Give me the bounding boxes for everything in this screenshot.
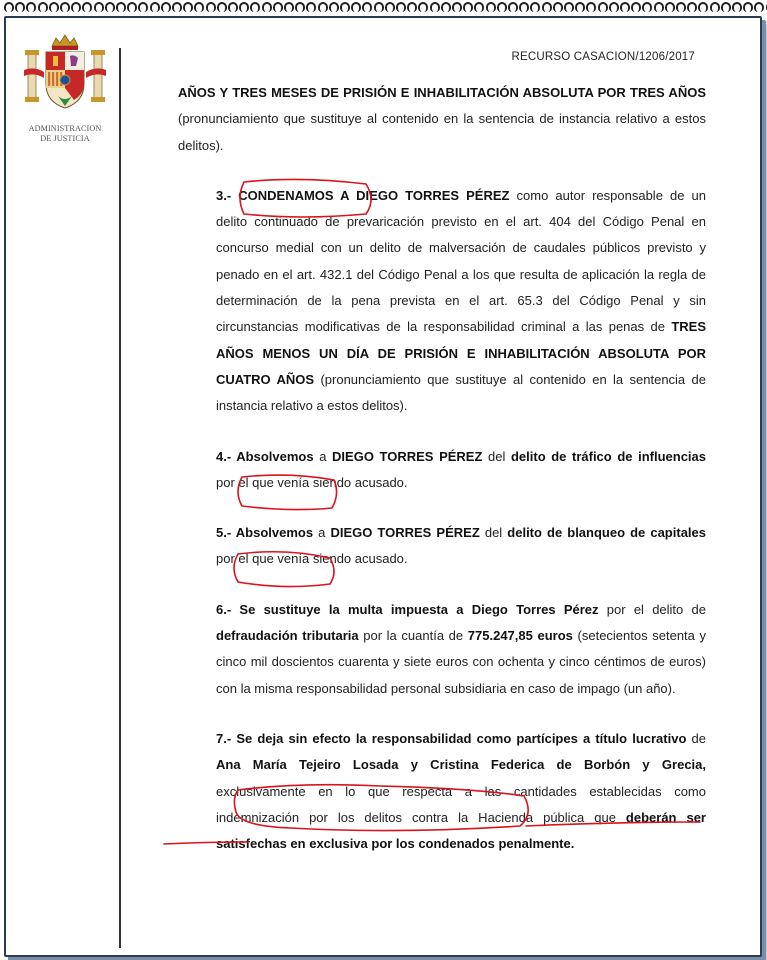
spiral-loop xyxy=(4,2,14,12)
spiral-loop xyxy=(754,2,764,12)
spiral-loop xyxy=(94,2,104,12)
spiral-loop xyxy=(721,2,731,12)
paragraph-5 xyxy=(178,520,706,573)
paragraph-7 xyxy=(178,726,706,857)
p6-lead: 6.- Se sustituye la multa impuesta a Diego Torres Pérez xyxy=(216,601,599,617)
spiral-loop xyxy=(553,2,563,12)
p5-verb: Absolvemos xyxy=(235,525,314,541)
margin-rule xyxy=(119,48,121,948)
spiral-loop xyxy=(598,2,608,12)
institution-label xyxy=(16,124,114,144)
spiral-loop xyxy=(26,2,36,12)
spiral-loop xyxy=(441,2,451,12)
p7-t1: exclusivamente en lo que respecta a las cantidades establecidas como indemnización por los delitos contra la Hacienda pública que xyxy=(216,783,706,825)
p4-a: a xyxy=(313,448,333,464)
spiral-loop xyxy=(306,2,316,12)
spiral-loop xyxy=(631,2,641,12)
spiral-loop xyxy=(82,2,92,12)
spiral-loop xyxy=(743,2,753,12)
p2-bold: AÑOS Y TRES MESES DE PRISIÓN E INHABILITACIÓN ABSOLUTA POR TRES AÑOS xyxy=(178,85,706,100)
spiral-loop xyxy=(273,2,283,12)
spiral-loop xyxy=(49,2,59,12)
p2-rest: (pronunciamiento que sustituye al contenido en la sentencia de instancia relativo a estos delitos). xyxy=(178,111,706,153)
spiral-loop xyxy=(340,2,350,12)
spiral-loop xyxy=(486,2,496,12)
paragraph-3 xyxy=(178,183,706,420)
spiral-loop xyxy=(586,2,596,12)
document-body xyxy=(178,80,706,857)
spiral-loop xyxy=(206,2,216,12)
p5-a: a xyxy=(313,525,331,541)
spiral-loop xyxy=(172,2,182,12)
coat-of-arms-icon xyxy=(22,32,108,112)
spiral-loop xyxy=(665,2,675,12)
institution-line-2: DE JUSTICIA xyxy=(40,134,90,143)
spiral-loop xyxy=(250,2,260,12)
spiral-loop xyxy=(418,2,428,12)
spiral-loop xyxy=(228,2,238,12)
spiral-loop xyxy=(575,2,585,12)
spiral-loop xyxy=(150,2,160,12)
spiral-loop xyxy=(654,2,664,12)
p4-del: del xyxy=(482,448,511,464)
spiral-loop xyxy=(452,2,462,12)
spiral-loop xyxy=(385,2,395,12)
spiral-loop xyxy=(318,2,328,12)
spiral-loop xyxy=(374,2,384,12)
p5-del: del xyxy=(479,525,508,541)
p3-verb: CONDENAMOS xyxy=(238,187,334,203)
spiral-loop xyxy=(430,2,440,12)
spiral-loop xyxy=(138,2,148,12)
p4-rest: por el que venía siendo acusado. xyxy=(216,474,408,490)
spiral-loop xyxy=(127,2,137,12)
p7-lead2: como partícipes a título lucrativo xyxy=(471,730,687,746)
spiral-loop xyxy=(463,2,473,12)
paragraph-2-tail xyxy=(178,80,706,159)
p7-end: deberán ser satisfechas en exclusiva por los condenados penalmente. xyxy=(216,809,706,852)
p6-crime: defraudación tributaria xyxy=(216,628,359,644)
spiral-loop xyxy=(732,2,742,12)
p3-name: A DIEGO TORRES PÉREZ xyxy=(333,187,510,203)
spiral-loop xyxy=(194,2,204,12)
spiral-loop xyxy=(161,2,171,12)
spiral-loop xyxy=(239,2,249,12)
p7-names: Ana María Tejeiro Losada y Cristina Federica de Borbón y Grecia, xyxy=(216,757,706,773)
p7-num: 7.- xyxy=(216,730,237,746)
p3-num: 3.- xyxy=(216,187,239,203)
spiral-loop xyxy=(60,2,70,12)
spiral-loop xyxy=(362,2,372,12)
p5-crime: delito de blanqueo de capitales xyxy=(507,525,706,541)
spiral-loop xyxy=(497,2,507,12)
spiral-loop xyxy=(542,2,552,12)
spiral-loop xyxy=(105,2,115,12)
p6-t3: (setecientos setenta y cinco mil doscientos cuarenta y siete euros con ochenta y cinco céntimos de euros) con la misma responsabilidad personal subsidiaria en caso de impago (un año). xyxy=(216,628,707,696)
spiral-loop xyxy=(530,2,540,12)
spiral-binding xyxy=(0,2,767,12)
spiral-loop xyxy=(217,2,227,12)
spiral-loop xyxy=(116,2,126,12)
p5-num: 5.- xyxy=(216,525,236,541)
spiral-loop xyxy=(564,2,574,12)
spiral-loop xyxy=(262,2,272,12)
p3-penalty: TRES AÑOS MENOS UN DÍA DE PRISIÓN E INHABILITACIÓN ABSOLUTA POR CUATRO AÑOS xyxy=(216,319,706,387)
paragraph-6 xyxy=(178,597,706,702)
spiral-loop xyxy=(396,2,406,12)
p6-t1: por el delito de xyxy=(598,601,706,617)
spiral-loop xyxy=(710,2,720,12)
p3-text2: (pronunciamiento que sustituye al contenido en la sentencia de instancia relativo a estos delitos). xyxy=(216,371,706,414)
p5-rest: por el que venía siendo acusado. xyxy=(216,551,408,567)
institution-line-1: ADMINISTRACION xyxy=(28,124,102,133)
p5-name: DIEGO TORRES PÉREZ xyxy=(330,525,480,541)
spiral-loop xyxy=(38,2,48,12)
spiral-loop xyxy=(687,2,697,12)
spiral-loop xyxy=(519,2,529,12)
p4-name: DIEGO TORRES PÉREZ xyxy=(332,448,483,464)
spiral-loop xyxy=(474,2,484,12)
spiral-loop xyxy=(71,2,81,12)
p6-amount: 775.247,85 euros xyxy=(467,628,573,644)
spiral-loop xyxy=(508,2,518,12)
case-reference: RECURSO CASACION/1206/2017 xyxy=(511,51,695,63)
spiral-loop xyxy=(642,2,652,12)
spiral-loop xyxy=(351,2,361,12)
p4-num: 4.- xyxy=(216,448,237,464)
spiral-loop xyxy=(284,2,294,12)
spiral-loop xyxy=(698,2,708,12)
paragraph-4 xyxy=(178,444,706,497)
spiral-loop xyxy=(609,2,619,12)
p7-lead: Se deja sin efecto la responsabilidad xyxy=(236,730,472,746)
p6-t2: por la cuantía de xyxy=(358,628,468,644)
spiral-loop xyxy=(329,2,339,12)
spiral-loop xyxy=(183,2,193,12)
p7-de: de xyxy=(686,730,706,746)
p4-crime: delito de tráfico de influencias xyxy=(510,448,706,464)
spiral-loop xyxy=(15,2,25,12)
spiral-loop xyxy=(676,2,686,12)
spiral-loop xyxy=(295,2,305,12)
p3-text1: como autor responsable de un delito continuado de prevaricación previsto en el art. 404 del Código Penal en concurso medial con un delito de malversación de caudales públicos previsto y penado en el art. 432.1 del Código Penal a los que resulta de aplicación la regla de determinación de la pena prevista en el art. 65.3 del Código Penal y sin circunstancias modificativas de la responsabilidad criminal a las penas de xyxy=(216,187,706,335)
spiral-loop xyxy=(620,2,630,12)
spiral-loop xyxy=(407,2,417,12)
p4-verb: Absolvemos xyxy=(236,448,314,464)
